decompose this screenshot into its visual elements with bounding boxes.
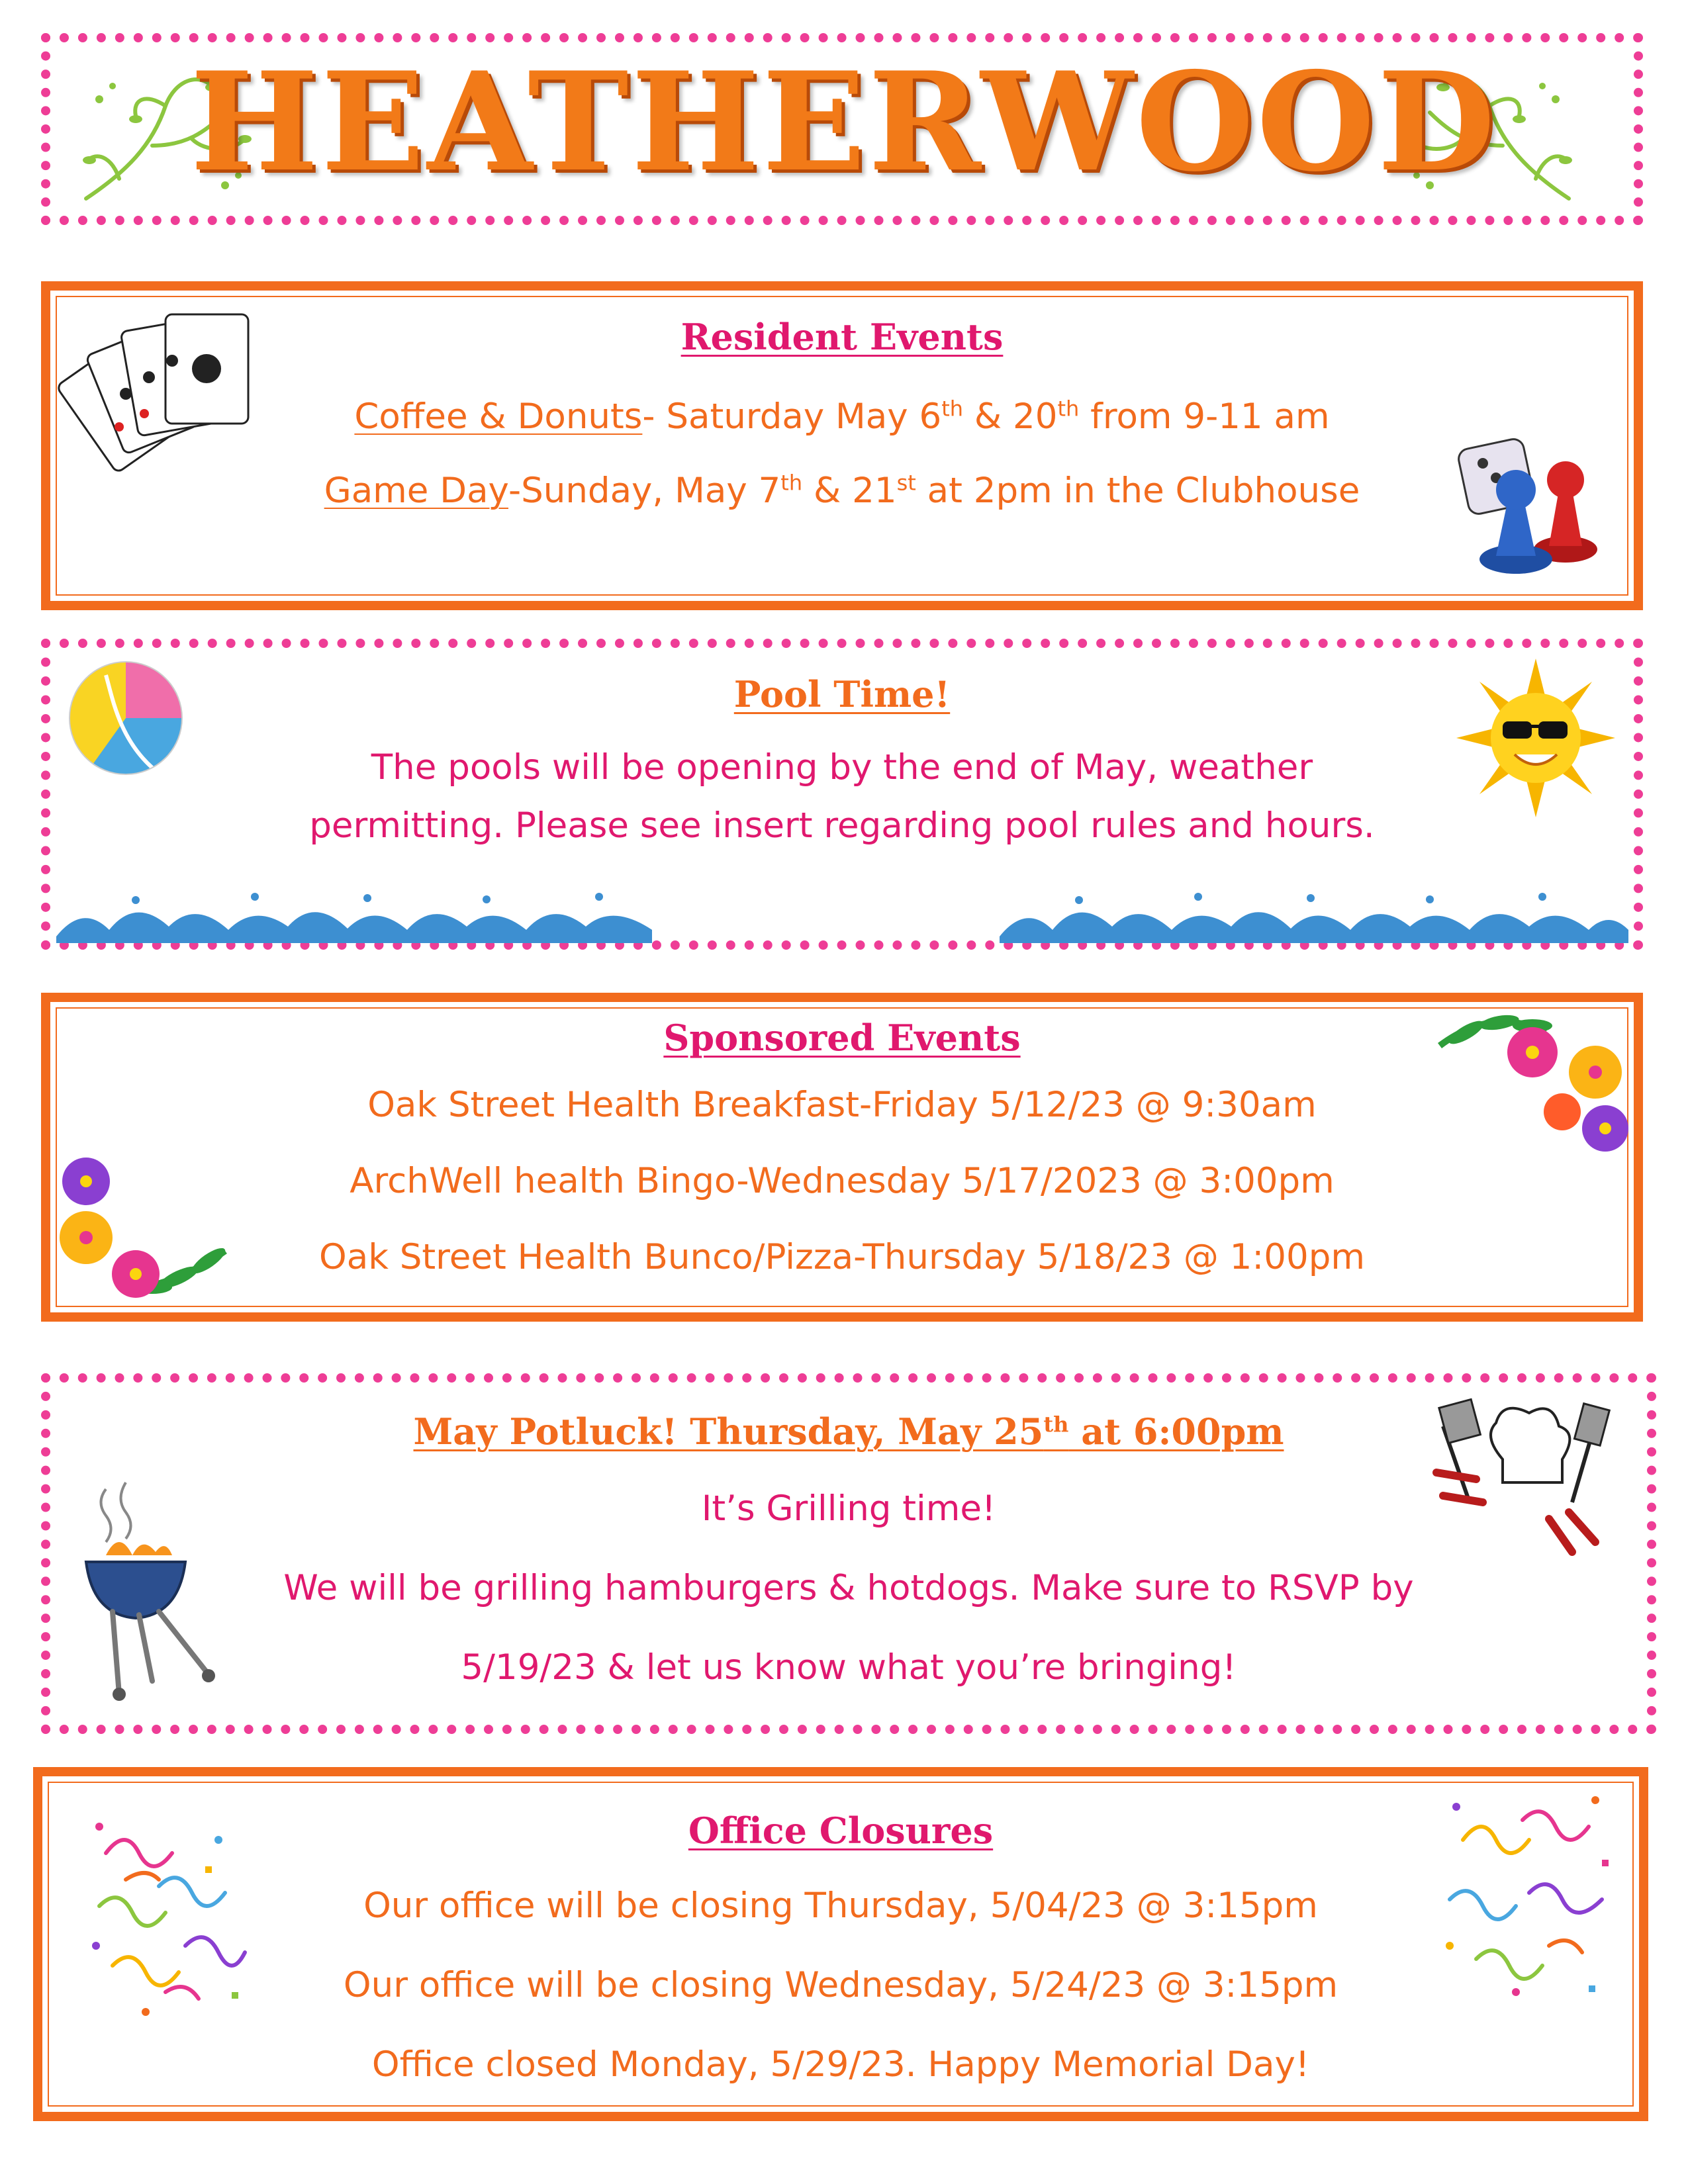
sponsored-item: Oak Street Health Bunco/Pizza-Thursday 5/18/23 @ 1:00pm [319,1237,1365,1277]
office-closure-item: Our office will be closing Wednesday, 5/24/23 @ 3:15pm [343,1965,1338,2005]
confetti-icon [86,1813,252,2019]
potluck-line2: We will be grilling hamburgers & hotdogs. Make sure to RSVP by [283,1568,1414,1608]
pool-text-line2: permitting. Please see insert regarding pool rules and hours. [309,805,1375,846]
game-text: -Sunday, May 7 [508,471,781,511]
page-title: HEATHERWOOD [190,43,1498,202]
coffee-text: & 20 [963,396,1058,437]
potluck-heading [50,1410,1647,1453]
coffee-donuts-link: Coffee & Donuts [354,396,643,437]
coffee-sup: th [941,396,964,422]
potluck-heading-text: May Potluck! Thursday, May 25 [413,1410,1044,1453]
resident-events-section [41,281,1643,610]
sponsored-events-section [41,993,1643,1322]
grill-icon [79,1482,232,1701]
office-closure-item: Office closed Monday, 5/29/23. Happy Memorial Day! [371,2044,1310,2085]
office-closures-heading: Office Closures [688,1809,994,1852]
sponsored-item: Oak Street Health Breakfast-Friday 5/12/23 @ 9:30am [367,1085,1317,1125]
confetti-icon [1436,1787,1622,2005]
resident-events-heading: Resident Events [680,316,1004,358]
pool-text-line1: The pools will be opening by the end of May, weather [371,747,1313,788]
hibiscus-icon [46,1152,232,1310]
potluck-heading-sup: th [1043,1412,1069,1437]
dice-pawns-icon [1456,430,1609,576]
coffee-text: from 9-11 am [1079,396,1330,437]
game-text: at 2pm in the Clubhouse [915,471,1360,511]
water-wave-icon [1000,890,1628,943]
potluck-line3: 5/19/23 & let us know what you’re bringing! [461,1647,1237,1688]
office-closures-section [33,1767,1648,2121]
office-closure-item: Our office will be closing Thursday, 5/04/23 @ 3:15pm [363,1886,1318,1926]
coffee-text: - Saturday May 6 [642,396,942,437]
beach-ball-icon [66,659,185,778]
sponsored-events-heading: Sponsored Events [663,1017,1021,1059]
playing-cards-icon [66,308,258,460]
sponsored-item: ArchWell health Bingo-Wednesday 5/17/2023 @ 3:00pm [350,1161,1335,1201]
game-sup: st [896,470,916,496]
pool-time-heading: Pool Time! [733,673,951,715]
game-day-line [50,471,1634,511]
coffee-sup: th [1057,396,1080,422]
hibiscus-icon [1440,1006,1638,1165]
potluck-section [41,1373,1656,1734]
game-day-link: Game Day [324,471,508,511]
coffee-donuts-line [50,396,1634,437]
water-wave-icon [56,890,652,943]
game-sup: th [780,470,803,496]
potluck-line1: It’s Grilling time! [701,1488,996,1529]
game-text: & 21 [802,471,897,511]
grill-tools-icon [1430,1396,1609,1555]
potluck-heading-text: at 6:00pm [1068,1410,1284,1453]
sun-icon [1456,659,1615,817]
